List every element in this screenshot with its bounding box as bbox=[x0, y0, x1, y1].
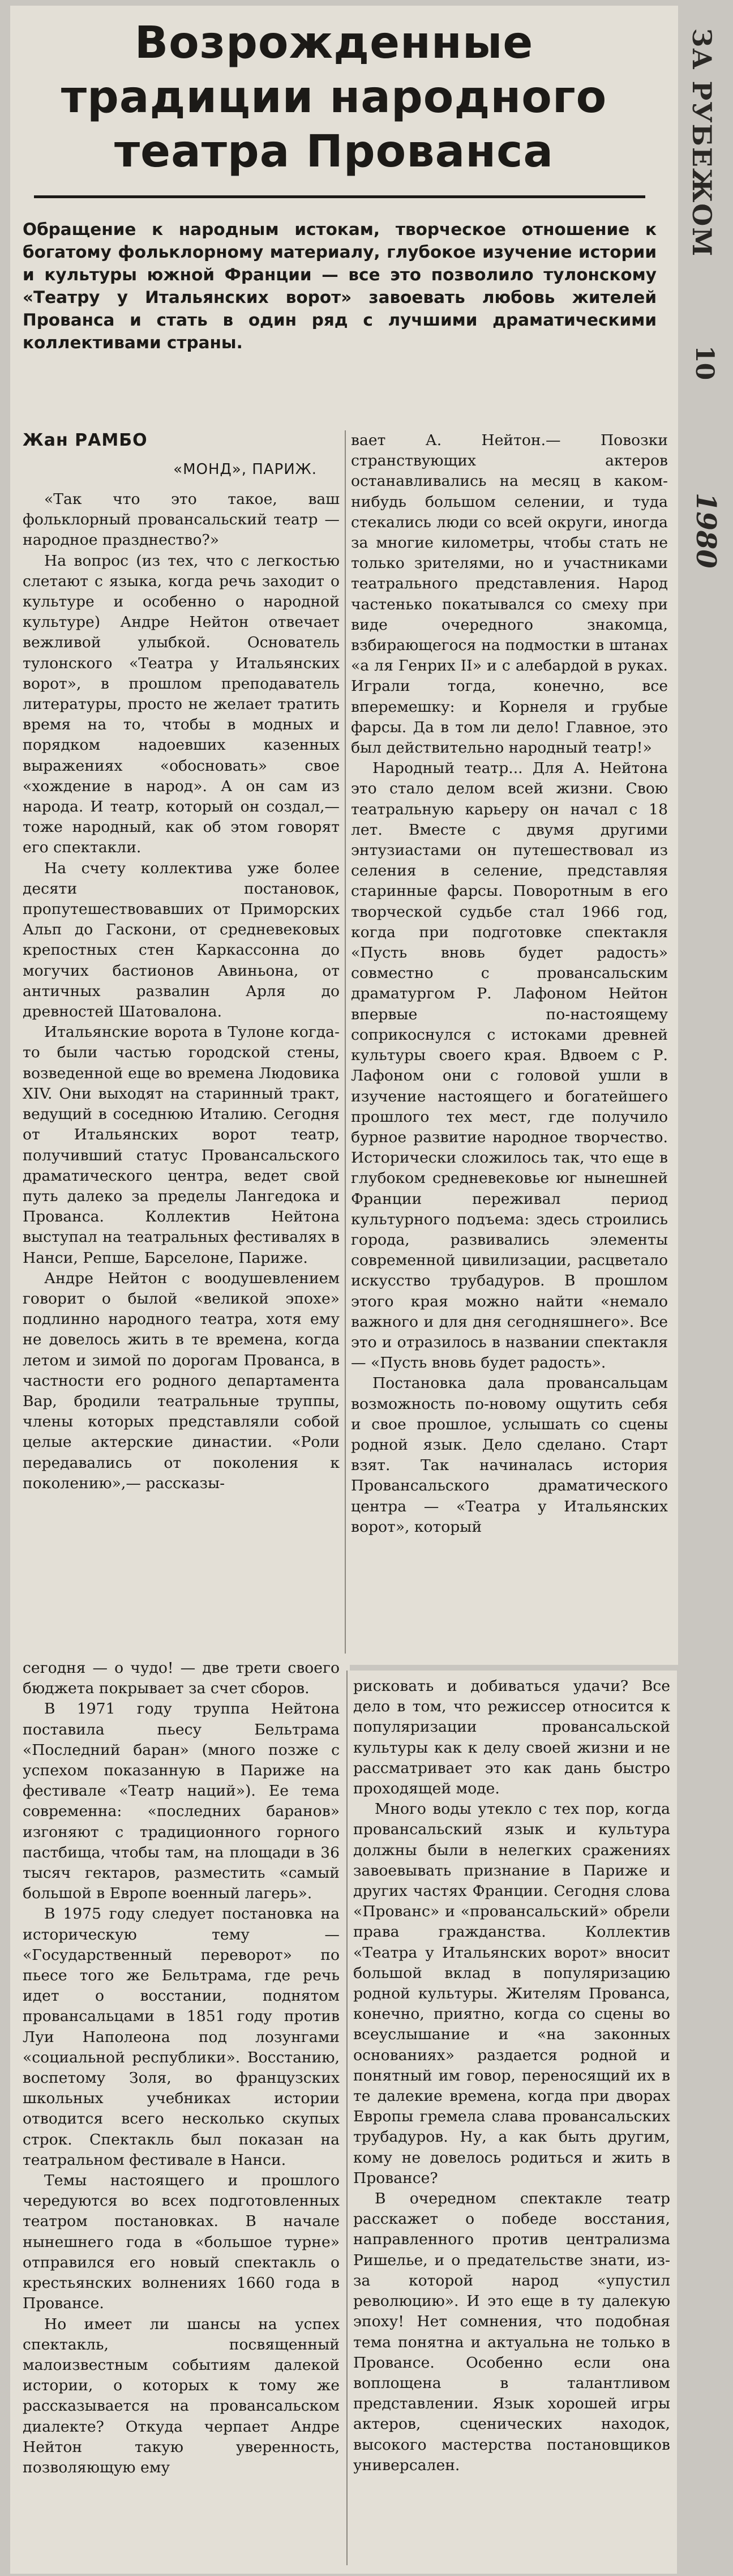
column-separator bbox=[346, 1671, 348, 2565]
article-column-3 bbox=[23, 1658, 340, 2478]
article-paragraph: Народный театр... Для А. Нейтона это стало делом всей жизни. Свою театральную карьеру он начал с 18 лет. Вместе с двумя другими энтузиастами он путешествовал из селения в селение, представляя старинные фарсы. Поворотным в его творческой судьбе стал 1966 год, когда при подготовке спектакля «Пусть вновь будет радость» совместно с провансальским драматургом Р. Лафоном Нейтон впервые по-настоящему соприкоснулся с истоками древней культуры своего края. Вдвоем с Р. Лафоном они с головой ушли в изучение настоящего и богатейшего прошлого тех мест, где получило бурное развитие народное творчество. Исторически сложилось так, что еще в глубоком средневековье юг нынешней Франции переживал период культурного подъема: здесь строились города, развивались элементы современной цивилизации, расцветало искусство трубадуров. В прошлом этого края можно найти «немало важного и для дня сегодняшнего». Все это и отразилось в названии спектакля — «Пусть вновь будет радость». bbox=[351, 759, 668, 1372]
article-column-4 bbox=[353, 1676, 670, 2476]
article-paragraph: На счету коллектива уже более десяти постановок, пропутешествовавших от Приморских Альп до Гаскони, от средневековых крепостных стен Каркассонна до могучих бастионов Авиньона, от античных развалин Арля до древностей Шатовалона. bbox=[23, 859, 340, 1021]
article-paragraph: вает А. Нейтон.— Повозки странствующих актеров останавливались на месяц в каком-нибудь большом селении, и туда стекались люди со всей округи, иногда за многие километры, чтобы стать не только зрителями, но и участниками театрального представления. Народ частенько покатывался со смеху при виде очередного знакомца, взбирающегося на подмостки в штанах «а ля Генрих II» и с алебардой в руках. Играли тогда, конечно, все вперемешку: и Корнеля и грубые фарсы. Да в том ли дело! Главное, это был действительно народный театр!» bbox=[351, 432, 668, 757]
article-paragraph: Много воды утекло с тех пор, когда провансальский язык и культура должны были в нелегких сражениях завоевывать признание в Париже и других частях Франции. Сегодня слова «Прованс» и «провансальский» обрели права гражданства. Коллектив «Театра у Итальянских ворот» вносит большой вклад в популяризацию родной культуры. Жителям Прованса, конечно, приятно, когда со сцены во всеуслышание и «на законных основаниях» раздается родной и понятный им говор, переносящий их в те далекие времена, когда при дворах Европы гремела слава провансальских трубадуров. Ну, а как быть другим, кому не довелось родиться и жить в Провансе? bbox=[353, 1800, 670, 2187]
publication-stamp bbox=[682, 28, 728, 595]
headline-line-2: традиции народного bbox=[61, 72, 607, 123]
article-paragraph: Итальянские ворота в Тулоне когда-то были частью городской стены, возведенной еще во времена Людовика XIV. Они выходят на старинный тракт, ведущий в соседнюю Италию. Сегодня от Итальянских ворот театр, получивший статус Провансальского драматического центра, ведет свой путь далеко за пределы Лангедока и Прованса. Коллектив Нейтона выступал на театральных фестивалях в Нанси, Репше, Барселоне, Париже. bbox=[23, 1023, 340, 1267]
article-paragraph: В 1975 году следует постановка на историческую тему — «Государственный переворот» по пьесе того же Бельтрама, где речь идет о восстании, поднятом провансальцами в 1851 году против Луи Наполеона под лозунгами «социальной республики». Восстанию, воспетому Золя, во французских школьных учебниках истории отводится всего несколько скупых строк. Спектакль был показан на театральном фестивале в Нанси. bbox=[23, 1905, 340, 2169]
dateline: «МОНД», ПАРИЖ. bbox=[173, 461, 317, 478]
author-byline: Жан РАМБО bbox=[23, 430, 148, 450]
article-paragraph: В очередном спектакле театр расскажет о победе восстания, направленного против централизма Ришелье, и о предательстве знати, из-за которой народ «упустил революцию». И это еще в ту далекую эпоху! Нет сомнения, что подобная тема понятна и актуальна не только в Провансе. Особенно если она воплощена в талантливом представлении. Язык хорошей игры актеров, сценических находок, высокого мастерства постановщиков универсален. bbox=[353, 2190, 670, 2474]
publication-name: ЗА РУБЕЖОМ bbox=[687, 28, 717, 258]
lead-paragraph: Обращение к народным истокам, творческое отношение к богатому фольклорному материалу, глубокое изучение истории и культуры южной Франции — все это позволило тулонскому «Театру у Итальянских ворот» завоевать любовь жителей Прованса и стать в один ряд с лучшими драматическими коллективами страны. bbox=[23, 220, 657, 352]
article-column-2 bbox=[351, 430, 668, 1537]
headline-line-1: Возрожденные bbox=[134, 18, 534, 69]
column-separator bbox=[345, 430, 346, 1654]
article-paragraph: В 1971 году труппа Нейтона поставила пьесу Бельтрама «Последний баран» (много позже с успехом показанную в Париже на фестивале «Театр наций»). Ее тема современна: «последних баранов» изгоняют с традиционного горного пастбища, чтобы там, на площади в 36 тысяч гектаров, разместить «самый большой в Европе военный лагерь». bbox=[23, 1700, 340, 1903]
headline bbox=[51, 16, 617, 179]
article-paragraph: рисковать и добиваться удачи? Все дело в том, что режиссер относится к популяризации провансальской культуры как к делу своей жизни и не рассматривает это как дань быстро проходящей моде. bbox=[353, 1677, 670, 1798]
issue-number: 10 bbox=[690, 345, 719, 381]
article-paragraph: Но имеет ли шансы на успех спектакль, посвященный малоизвестным событиям далекой истории, о которых к тому же рассказывается на провансальском диалекте? Откуда черпает Андре Нейтон такую уверенность, позволяющую ему bbox=[23, 2315, 340, 2476]
article-column-1 bbox=[23, 489, 340, 1494]
issue-year: 1980 bbox=[690, 493, 722, 569]
article-paragraph: «Так что это такое, ваш фольклорный провансальский театр — народное празднество?» bbox=[23, 490, 340, 549]
article-paragraph: Темы настоящего и прошлого чередуются во всех подготовленных театром постановках. В начале нынешнего года в «большое турне» отправился его новый спектакль о крестьянских волнениях 1660 года в Провансе. bbox=[23, 2172, 340, 2313]
article-paragraph: На вопрос (из тех, что с легкостью слетают с языка, когда речь заходит о культуре и особенно о народной культуре) Андре Нейтон отвечает вежливой улыбкой. Основатель тулонского «Театра у Итальянских ворот», в прошлом преподаватель литературы, просто не желает тратить время на то, чтобы в модных и порядком надоевших казенных выражениях «обосновать» свое «хождение в народ». А он сам из народа. И театр, который он создал,— тоже народный, как об этом говорят его спектакли. bbox=[23, 552, 340, 857]
headline-line-3: театра Прованса bbox=[114, 126, 554, 177]
article-paragraph: Постановка дала провансальцам возможность по-новому ощутить себя и свое прошлое, услышать со сцены родной язык. Дело сделано. Старт взят. Так начиналась история Провансальского драматического центра — «Театра у Итальянских ворот», который bbox=[351, 1374, 668, 1536]
article-paragraph: сегодня — о чудо! — две трети своего бюджета покрывает за счет сборов. bbox=[23, 1659, 340, 1698]
headline-rule bbox=[34, 195, 645, 198]
article-paragraph: Андре Нейтон с воодушевлением говорит о былой «великой эпохе» подлинно народного театра, хотя ему не довелось жить в те времена, когда летом и зимой по дорогам Прованса, в частности его родного департамента Вар, бродили театральные труппы, члены которых представляли собой целые актерские династии. «Роли передавались от поколения к поколению»,— рассказы- bbox=[23, 1269, 340, 1492]
